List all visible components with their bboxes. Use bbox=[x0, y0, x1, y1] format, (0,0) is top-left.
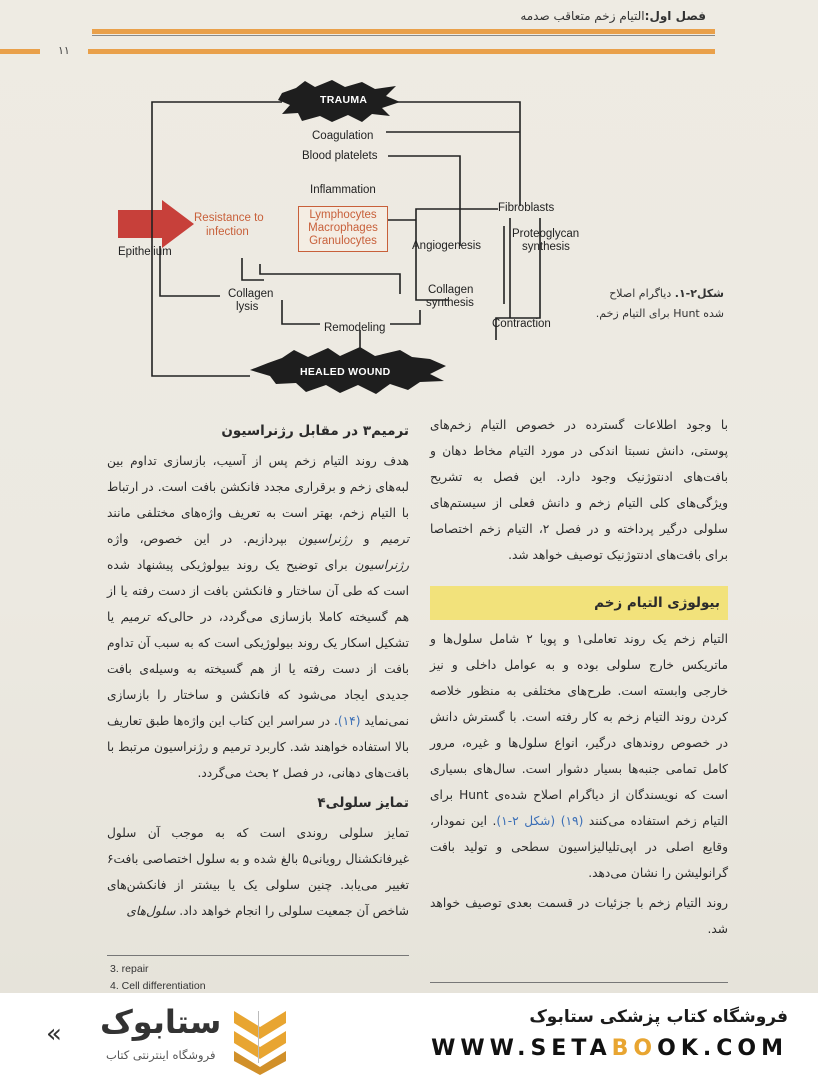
hunt-diagram bbox=[100, 78, 620, 408]
paragraph-repair bbox=[107, 448, 409, 786]
text-span: . در سراسر این کتاب این واژه‌ها طبق تعاریف بالا استفاده خواهند شد. کاربرد ترمیم و رژنراسیون مرتبط با بافت‌های دهانی، در فصل ۲ بحث می‌گردد. bbox=[107, 714, 409, 780]
paragraph-differentiation bbox=[107, 820, 409, 924]
healed-wound-label: HEALED WOUND bbox=[300, 366, 391, 378]
text-span: و bbox=[352, 532, 381, 546]
store-url[interactable] bbox=[431, 1036, 788, 1061]
right-column bbox=[430, 412, 728, 942]
footnote-3: 3. repair bbox=[110, 963, 149, 975]
collagen-lysis-label-1: Collagen bbox=[228, 288, 274, 300]
text-italic: ترمیم bbox=[121, 610, 150, 624]
granulocytes-label: Granulocytes bbox=[309, 235, 377, 247]
coagulation-label: Coagulation bbox=[312, 130, 374, 142]
text-italic: سلول‌های bbox=[126, 904, 176, 918]
header-accent-mid bbox=[88, 49, 715, 54]
fibroblasts-label: Fibroblasts bbox=[498, 202, 555, 214]
collagen-synthesis-label-2: synthesis bbox=[426, 297, 474, 309]
resistance-label-2: infection bbox=[206, 226, 249, 238]
header-accent-left bbox=[0, 49, 40, 54]
logo-name: ستابوک bbox=[100, 1003, 222, 1041]
proteoglycan-label-2: synthesis bbox=[522, 241, 570, 253]
text-span: بپردازیم. در این خصوص، واژه bbox=[107, 532, 299, 546]
paragraph-intro: با وجود اطلاعات گسترده در خصوص التیام زخم‌های پوستی، دانش نسبتا اندکی در مورد التیام مخاط دهان و بافت‌های ادنتوژنیک وجود دارد. این فصل به تشریح ویژگی‌های کلی التیام زخم و دانش فعلی از سیستم‌های سلولی درگیر پرداخته و در فصل ۲، التیام زخم اختصاصا برای بافت‌های ادنتوژنیک توصیف خواهد شد. bbox=[430, 418, 728, 562]
text-italic: رژنراسیون bbox=[298, 532, 353, 546]
header-rule bbox=[92, 35, 715, 36]
resistance-arrow bbox=[118, 200, 194, 248]
text-span: . این نمودار، وقایع اصلی در اپی‌تلیالیزاسیون سطحی و تولید بافت گرانولیشن را نشان می‌دهد. bbox=[430, 814, 728, 880]
store-logo[interactable] bbox=[40, 1001, 340, 1073]
chapter-header bbox=[520, 9, 706, 23]
double-chevron-icon: « bbox=[46, 1019, 62, 1049]
contraction-label: Contraction bbox=[492, 318, 551, 330]
store-title: فروشگاه کتاب پزشکی ستابوک bbox=[529, 1007, 788, 1027]
paragraph-biology bbox=[430, 626, 728, 886]
text-span: التیام زخم یک روند تعاملی۱ و پویا ۲ شامل سلول‌ها و ماتریکس خارج سلولی بوده و به عوامل داخلی و نیز خارجی وابسته است. طرح‌های مختلفی به منظور خلاصه کردن روند التیام زخم به کار رفته است. با گسترش دانش در خصوص روندهای درگیر، انواع سلول‌ها و غیره، مرور کامل تمامی جنبه‌ها بسیار دشوار است. سال‌های بسیاری است که نویسندگان از دیاگرام اصلاح شده‌ی Hunt برای التیام زخم استفاده می‌کنند bbox=[430, 632, 728, 828]
footnote-rule bbox=[107, 955, 409, 956]
immune-cells-box bbox=[298, 206, 388, 252]
text-span: هدف روند التیام زخم پس از آسیب، بازسازی تداوم بین لبه‌های زخم و برقراری مجدد فانکشن بافت است. در ارتباط با التیام زخم، بهتر است به تعریف واژه‌های مختلفی مانند bbox=[107, 454, 409, 520]
collagen-lysis-label-2: lysis bbox=[236, 301, 259, 313]
heading-repair-vs-regeneration: ترمیم۳ در مقابل رژنراسیون bbox=[221, 423, 409, 439]
text-italic: ترمیم bbox=[380, 532, 409, 546]
figure-caption bbox=[594, 284, 724, 324]
chapter-label: فصل اول: bbox=[644, 9, 706, 23]
proteoglycan-label-1: Proteoglycan bbox=[512, 228, 580, 240]
paragraph-next: روند التیام زخم با جزئیات در قسمت بعدی توصیف خواهد شد. bbox=[430, 896, 728, 936]
url-part: OK.COM bbox=[657, 1036, 788, 1061]
citation-link[interactable]: (۱۹) (شکل ۲-۱) bbox=[496, 814, 584, 828]
remodeling-label: Remodeling bbox=[324, 322, 386, 334]
caption-label: شکل۲-۱. bbox=[674, 287, 724, 300]
chevron-logo-icon bbox=[230, 1003, 290, 1075]
angiogenesis-label: Angiogenesis bbox=[412, 240, 482, 252]
text-span: یا تشکیل اسکار یک روند بیولوژیکی است که به سبب آن تداوم بافت از دست رفته یا از هم گسیخته به وسیله‌ی بافت جدیدی ایجاد می‌شود که فانکشن و ساختار را بازسازی نمی‌نماید bbox=[107, 610, 409, 728]
trauma-label: TRAUMA bbox=[320, 94, 368, 106]
banner-divider bbox=[258, 1011, 259, 1063]
header-accent-bar bbox=[92, 29, 715, 34]
text-italic: رژنراسیون bbox=[354, 558, 409, 572]
store-banner bbox=[0, 993, 818, 1079]
url-highlight: BO bbox=[611, 1036, 658, 1061]
left-column bbox=[107, 414, 409, 924]
logo-subtitle: فروشگاه اینترنتی کتاب bbox=[106, 1048, 216, 1062]
lymphocytes-label: Lymphocytes bbox=[309, 209, 377, 221]
heading-cell-differentiation: تمایز سلولی۴ bbox=[317, 795, 409, 811]
chapter-title: التیام زخم متعاقب صدمه bbox=[520, 9, 645, 23]
caption-text: دیاگرام اصلاح شده Hunt برای التیام زخم. bbox=[595, 287, 724, 320]
page-number: ۱۱ bbox=[58, 44, 70, 57]
text-span: تمایز سلولی روندی است که به موجب آن سلول غیرفانکشنال رویانی۵ بالغ شده و به سلول اختصاصی بافت۶ تغییر می‌یابد. چنین سلولی یک یا بیشتر از فانکشن‌های شاخص آن جمعیت سلولی را انجام خواهد داد. bbox=[107, 826, 409, 918]
inflammation-label: Inflammation bbox=[310, 184, 376, 196]
resistance-label-1: Resistance to bbox=[194, 212, 264, 224]
macrophages-label: Macrophages bbox=[308, 222, 378, 234]
heading-wound-biology: بیولوژی التیام زخم bbox=[430, 586, 728, 620]
epithelium-label: Epithelium bbox=[118, 246, 172, 258]
footnote-4: 4. Cell differentiation bbox=[110, 980, 206, 992]
text-span: برای توضیح یک روند بیولوژیکی پیشنهاد شده است که طی آن ساختار و فانکشن بافت از دست رفته یا از هم گسیخته کاملا بازسازی می‌گردد، در حالی‌که bbox=[107, 558, 410, 624]
url-part: WWW.SETA bbox=[431, 1036, 612, 1061]
platelets-label: Blood platelets bbox=[302, 150, 378, 162]
column-end-rule bbox=[430, 982, 728, 983]
collagen-synthesis-label-1: Collagen bbox=[428, 284, 474, 296]
citation-link[interactable]: (۱۴) bbox=[337, 714, 361, 728]
